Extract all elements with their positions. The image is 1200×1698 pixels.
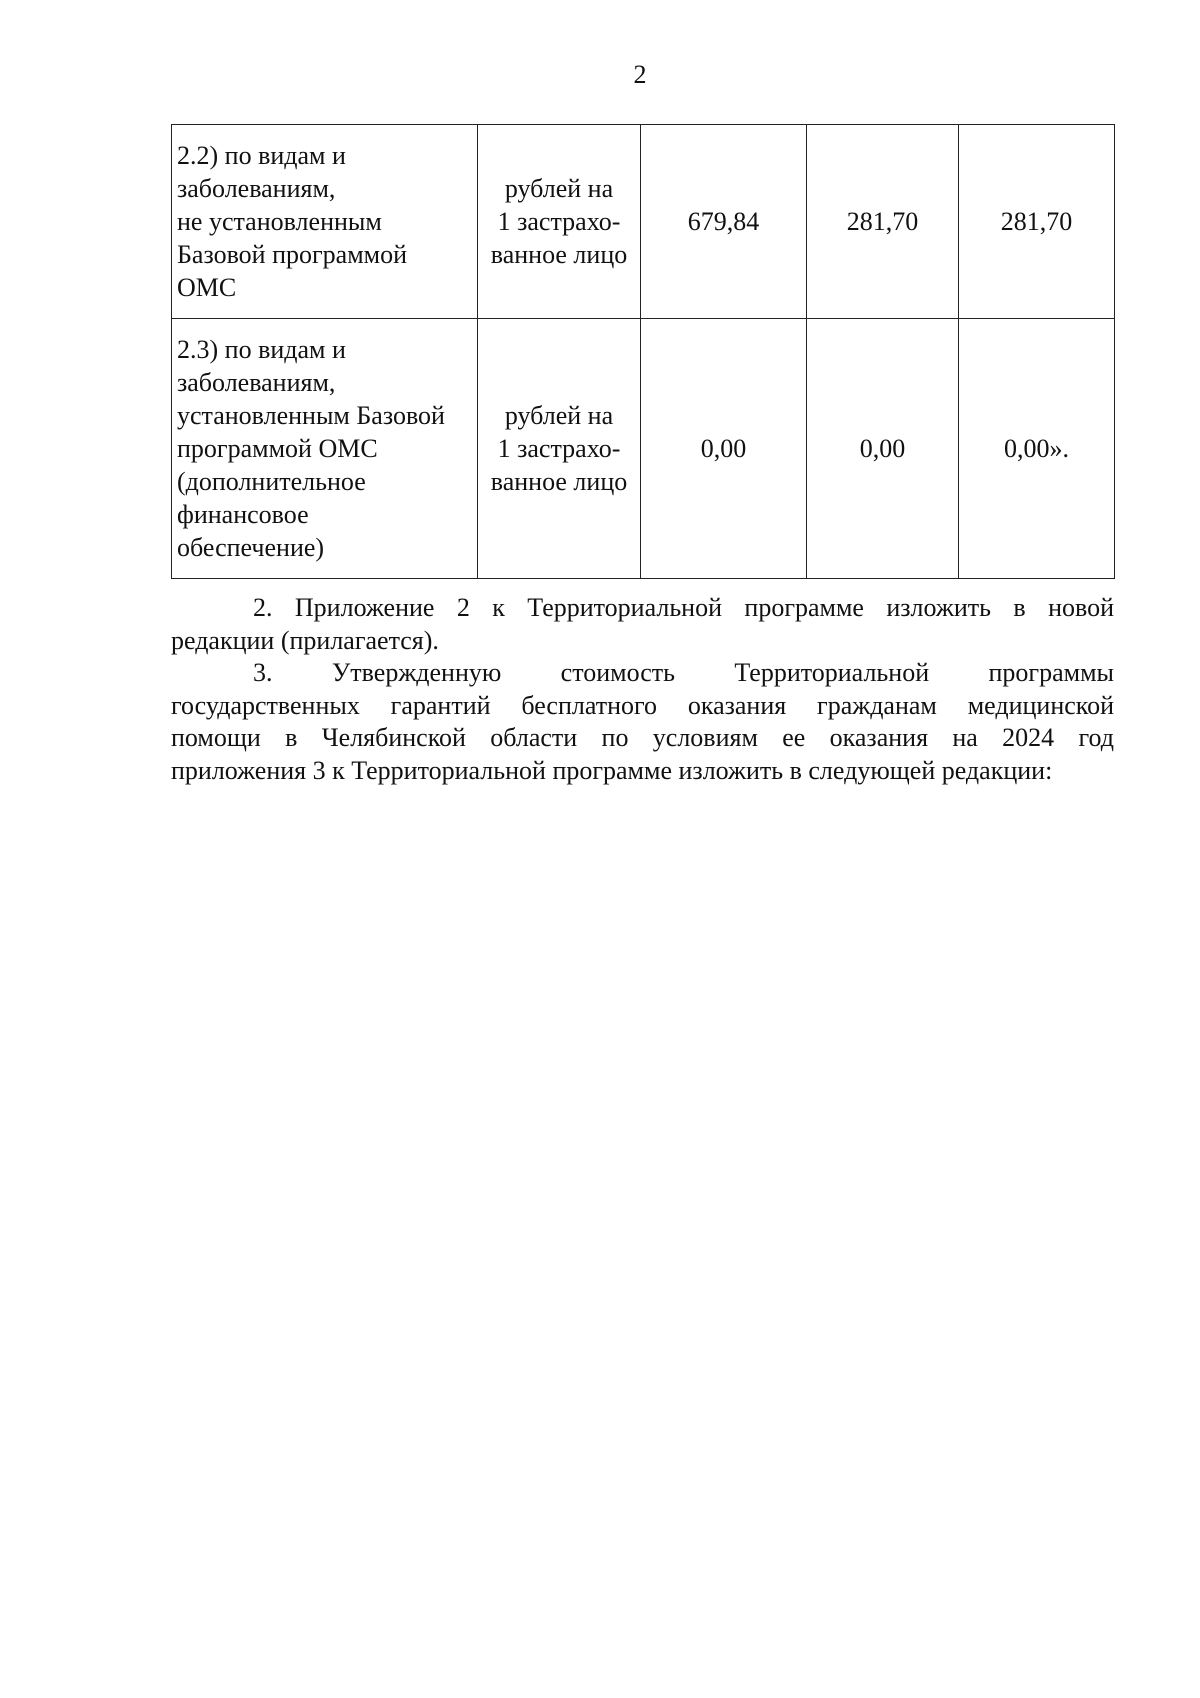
row-name-line: заболеваниям,: [177, 174, 336, 203]
paragraph-line: 3. Утвержденную стоимость Территориальной программы: [253, 658, 1114, 687]
paragraph-line: помощи в Челябинской области по условиям ее оказания на 2024 год: [171, 723, 1114, 752]
cost-table: [171, 124, 1115, 579]
paragraph-line: государственных гарантий бесплатного оказания гражданам медицинской: [171, 690, 1114, 720]
unit-line: 1 застрахо-: [497, 207, 621, 236]
paragraph-appendix-3: [171, 657, 1114, 787]
unit-cell: [478, 319, 641, 579]
row-name-line: установленным Базовой: [177, 401, 445, 430]
row-name-line: Базовой программой: [177, 240, 408, 269]
paragraph-appendix-2: [171, 592, 1114, 657]
value-cell: 0,00: [641, 319, 807, 579]
value-cell: 281,70: [807, 125, 959, 319]
unit-line: рублей на: [504, 401, 614, 430]
unit-line: рублей на: [504, 174, 614, 203]
row-name-line: 2.3) по видам и: [177, 335, 346, 364]
row-name-line: (дополнительное: [177, 467, 366, 496]
value-cell: 0,00: [807, 319, 959, 579]
table-row: [172, 125, 1115, 319]
row-name-line: обеспечение): [177, 533, 325, 562]
row-name-cell: [172, 125, 478, 319]
row-name-line: программой ОМС: [177, 434, 378, 463]
paragraph-line: 2. Приложение 2 к Территориальной программе изложить в новой: [253, 593, 1114, 622]
value-cell: 679,84: [641, 125, 807, 319]
row-name-line: финансовое: [177, 500, 309, 529]
row-name-line: 2.2) по видам и: [177, 141, 346, 170]
paragraph-line: приложения 3 к Территориальной программе изложить в следующей редакции:: [171, 755, 1053, 785]
unit-cell: [478, 125, 641, 319]
row-name-line: заболеваниям,: [177, 368, 336, 397]
paragraph-line: редакции (прилагается).: [171, 625, 439, 655]
row-name-line: ОМС: [177, 273, 237, 302]
unit-line: ванное лицо: [490, 467, 628, 496]
table-row: [172, 319, 1115, 579]
unit-line: ванное лицо: [490, 240, 628, 269]
value-cell: 281,70: [959, 125, 1115, 319]
row-name-cell: [172, 319, 478, 579]
unit-line: 1 застрахо-: [497, 434, 621, 463]
page-number: 2: [633, 60, 647, 89]
value-cell: 0,00».: [959, 319, 1115, 579]
row-name-line: не установленным: [177, 207, 382, 236]
